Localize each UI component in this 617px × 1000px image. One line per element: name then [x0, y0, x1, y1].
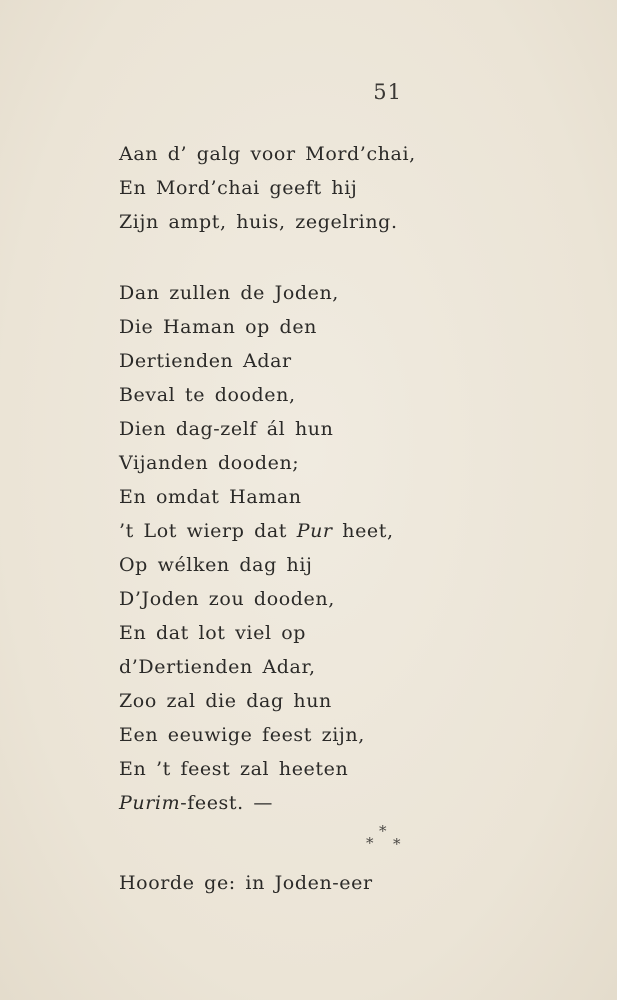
- asterisk-icon: *: [366, 834, 374, 852]
- poem-line-pur: [119, 520, 394, 542]
- asterisk-icon: *: [379, 822, 387, 840]
- asterism-ornament: [364, 824, 408, 854]
- poem-line: En omdat Haman: [119, 486, 302, 508]
- poem-line: En dat lot viel op: [119, 622, 307, 644]
- poem-line: Dien dag-zelf ál hun: [119, 418, 334, 440]
- asterisk-icon: *: [393, 835, 401, 853]
- poem-line: Hoorde ge: in Joden-eer: [119, 872, 373, 894]
- poem-line: Zijn ampt, huis, zegelring.: [119, 211, 398, 233]
- poem-line: Die Haman op den: [119, 316, 317, 338]
- italic-word: Pur: [296, 520, 333, 542]
- italic-word: Purim: [119, 792, 181, 814]
- poem-line: Beval te dooden,: [119, 384, 296, 406]
- poem-line: Zoo zal die dag hun: [119, 690, 332, 712]
- poem-line: Een eeuwige feest zijn,: [119, 724, 365, 746]
- poem-line: En Mord’chai geeft hij: [119, 177, 358, 199]
- text-segment: -feest. —: [180, 792, 274, 814]
- poem-line-purim: [119, 792, 273, 814]
- poem-line: Dertienden Adar: [119, 350, 292, 372]
- text-segment: heet,: [332, 520, 394, 542]
- text-segment: ’t Lot wierp dat: [119, 520, 297, 542]
- poem-line: Aan d’ galg voor Mord’chai,: [119, 143, 416, 165]
- page-number: 51: [373, 80, 402, 104]
- poem-line: Dan zullen de Joden,: [119, 282, 339, 304]
- poem-line: Vijanden dooden;: [119, 452, 300, 474]
- poem-line: Op wélken dag hij: [119, 554, 313, 576]
- poem-line: En ’t feest zal heeten: [119, 758, 349, 780]
- poem-line: d’Dertienden Adar,: [119, 656, 316, 678]
- poem-line: D’Joden zou dooden,: [119, 588, 335, 610]
